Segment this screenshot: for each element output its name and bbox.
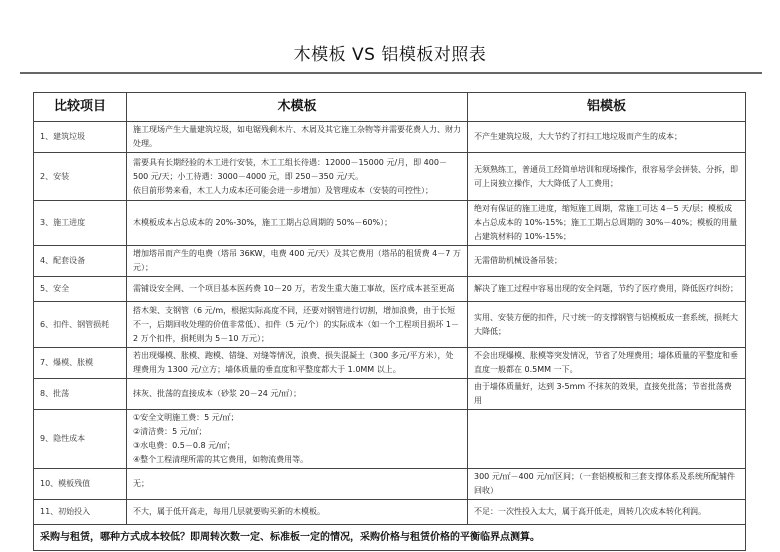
wood-cell	[127, 348, 468, 379]
aluminum-cell	[468, 277, 746, 302]
table-row	[34, 302, 746, 348]
cell-text: 施工现场产生大量建筑垃圾，如电锯残剩木片、木屑及其它施工杂物等并需要花费人力、财力处理。	[133, 125, 461, 148]
wood-cell	[127, 201, 468, 246]
cell-text: 无；	[133, 479, 149, 488]
row-item: 4、配套设备	[34, 246, 127, 277]
table-row	[34, 122, 746, 153]
table-row	[34, 246, 746, 277]
aluminum-cell	[468, 153, 746, 201]
table-row	[34, 500, 746, 525]
table-row	[34, 410, 746, 469]
wood-cell	[127, 410, 468, 469]
wood-cell	[127, 469, 468, 500]
wood-cell	[127, 122, 468, 153]
aluminum-cell	[468, 348, 746, 379]
cell-text: 由于墙体质量好，达到 3-5mm 不抹灰的效果，直接免批荡；节省批荡费用	[474, 382, 732, 405]
aluminum-cell	[468, 302, 746, 348]
table-row	[34, 379, 746, 410]
footer-note: 采购与租赁，哪种方式成本较低？即周转次数一定、标准板一定的情况，采购价格与租赁价格的平衡临界点测算。	[34, 525, 746, 551]
aluminum-cell	[468, 122, 746, 153]
row-item: 1、建筑垃圾	[34, 122, 127, 153]
row-item: 9、隐性成本	[34, 410, 127, 469]
comparison-table	[33, 92, 746, 551]
row-item: 8、批荡	[34, 379, 127, 410]
cell-text: 不产生建筑垃圾，大大节约了打扫工地垃圾而产生的成本；	[474, 132, 682, 141]
row-item: 6、扣件、钢管损耗	[34, 302, 127, 348]
cell-text: 实用、安装方便的扣件，尺寸统一的支撑钢管与铝模板成一套系统，损耗大大降低；	[474, 312, 738, 336]
aluminum-cell	[468, 201, 746, 246]
aluminum-cell	[468, 469, 746, 500]
wood-cell	[127, 379, 468, 410]
header-aluminum: 铝模板	[468, 93, 746, 122]
wood-cell	[127, 277, 468, 302]
cell-text: 不足：一次性投入太大，属于高开低走，周转几次成本转化利润。	[474, 507, 706, 516]
row-item: 10、模板残值	[34, 469, 127, 500]
title-divider	[20, 72, 762, 74]
wood-cell	[127, 500, 468, 525]
table-row	[34, 469, 746, 500]
row-item: 3、施工进度	[34, 201, 127, 246]
aluminum-cell	[468, 379, 746, 410]
wood-cell	[127, 302, 468, 348]
cell-text: 解决了施工过程中容易出现的安全问题，节约了医疗费用，降低医疗纠纷；	[474, 284, 738, 293]
header-row	[34, 93, 746, 122]
row-item: 5、安全	[34, 277, 127, 302]
footer-row	[34, 525, 746, 551]
wood-cell	[127, 246, 468, 277]
row-item: 2、安装	[34, 153, 127, 201]
cell-text: 无须熟练工，普通员工经简单培训和现场操作，很容易学会拼装、分拆，即可上岗独立操作，大大降低了人工费用；	[474, 164, 738, 188]
table-row	[34, 348, 746, 379]
table-row	[34, 277, 746, 302]
cell-text: 木模板成本占总成本的 20%-30%，施工工期占总周期的 50%－60%）；	[133, 218, 393, 227]
cell-text: 需铺设安全网、一个项目基本医药费 10－20 万，若发生重大施工事故，医疗成本甚至更高	[133, 284, 455, 293]
cell-text: 不会出现爆模、胀模等突发情况，节省了处理费用；墙体质量的平整度和垂直度一般都在 0.5MM 一下。	[474, 351, 738, 374]
cell-text: 无需借助机械设备吊装；	[474, 256, 562, 265]
row-item: 11、初始投入	[34, 500, 127, 525]
cell-text: 绝对有保证的施工进度，缩短施工周期，常施工可达 4－5 天/层；模板成本占总成本的 10%-15%；施工工期占总周期的 30%－40%；模板的用量占建筑材料的 10%-15%；	[474, 204, 738, 241]
cell-text: 依目前形势来看，木工人力成本还可能会进一步增加）及管理成本（安装的可控性）；	[133, 185, 433, 195]
header-item: 比较项目	[34, 93, 127, 122]
cell-text: 搭木架、支钢管（6 元/m，根据实际高度不同，还要对钢管进行切割，增加浪费，由于长短不一，后期回收处理的价值非常低）、扣件（5 元/个）的实际成本（如一个工程项目损坏 1－2 万个扣件，损耗则为 5－10 万元）；	[133, 305, 459, 343]
cell-text: 不大，属于低开高走，每用几层就要购买新的木模板。	[133, 507, 325, 516]
cell-text: 需要具有长期经验的木工进行安装，木工工组长待遇：12000－15000 元/月，即 400－500 元/天；小工待遇：3000－4000 元，即 250－350 元/天。	[133, 157, 447, 181]
table-row	[34, 153, 746, 201]
page-title: 木模板 VS 铝模板对照表	[293, 45, 487, 65]
wood-cell	[127, 153, 468, 201]
aluminum-cell	[468, 500, 746, 525]
cell-text: 增加塔吊而产生的电费（塔吊 36KW，电费 400 元/天）及其它费用（塔吊的租赁费 4－7 万元）；	[133, 249, 461, 272]
cell-text: ③水电费：0.5－0.8 元/㎡；	[133, 441, 235, 450]
cell-text: 300 元/㎡－400 元/㎡区间；（一套铝模板和三套支撑体系及系统所配辅件回收）	[474, 472, 736, 495]
aluminum-cell	[468, 246, 746, 277]
cell-text: ①安全文明施工费：5 元/㎡；	[133, 413, 239, 422]
cell-text: 抹灰、批荡的直接成本（砂浆 20－24 元/㎡）；	[133, 389, 302, 398]
aluminum-cell	[468, 410, 746, 469]
cell-text: 若出现爆模、胀模、跑模、错缝、对缝等情况，浪费、损失混凝土（300 多元/平方米），处理费用为 1300 元/立方；墙体质量的垂直度和平整度都大于 1.0MM 以上。	[133, 351, 454, 374]
table-row	[34, 201, 746, 246]
row-item: 7、爆模、胀模	[34, 348, 127, 379]
cell-text: ④整个工程清理所需的其它费用，如物流费用等。	[133, 455, 309, 464]
cell-text: ②清洁费：5 元/㎡；	[133, 427, 207, 436]
header-wood: 木模板	[127, 93, 468, 122]
